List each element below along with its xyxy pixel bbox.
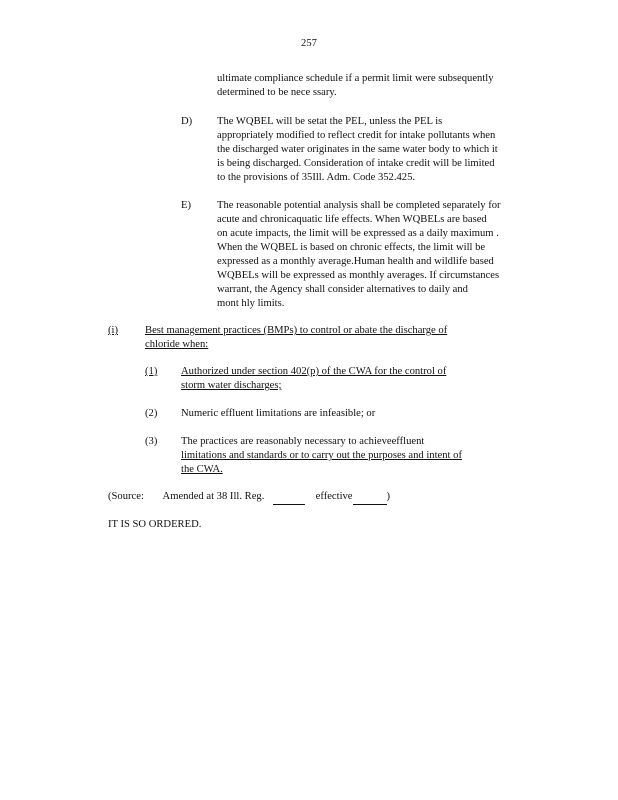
text-line: appropriately modified to reflect credit for intake pollutants when xyxy=(217,130,496,141)
subitem-3-label: (3) xyxy=(145,436,158,447)
text-line: Authorized under section 402(p) of the CWA for the control of xyxy=(181,366,447,377)
text-line: The practices are reasonably necessary to achieveeffluent xyxy=(181,436,425,447)
subitem-3-paragraph xyxy=(181,435,501,477)
text-line: The WQBEL will be setat the PEL, unless the PEL is xyxy=(217,116,443,127)
text-line: Numeric effluent limitations are infeasible; or xyxy=(181,408,376,419)
source-effective: effective xyxy=(315,491,353,502)
text-line: determined to be nece ssary. xyxy=(217,87,337,98)
source-register-blank xyxy=(273,490,305,505)
text-line: WQBELs will be expressed as monthly averages. If circumstances xyxy=(217,270,500,281)
source-amended: Amended at 38 Ill. Reg. xyxy=(162,491,265,502)
subitem-2-paragraph xyxy=(181,407,481,421)
item-i-paragraph xyxy=(145,324,491,352)
text-line: the CWA. xyxy=(181,464,223,475)
page-number: 257 xyxy=(301,38,317,49)
subitem-1-label: (1) xyxy=(145,366,158,377)
text-line: acute and chronicaquatic life effects. When WQBELs are based xyxy=(217,214,487,225)
text-line: chloride when: xyxy=(145,339,209,350)
text-line: The reasonable potential analysis shall be completed separately for xyxy=(217,200,501,211)
text-line: on acute impacts, the limit will be expressed as a daily maximum . xyxy=(217,228,499,239)
text-line: expressed as a monthly average.Human health and wildlife based xyxy=(217,256,494,267)
text-line: the discharged water originates in the same water body to which it xyxy=(217,144,498,155)
source-effective-blank xyxy=(353,490,387,505)
text-line: storm water discharges; xyxy=(181,380,282,391)
subitem-2-label: (2) xyxy=(145,408,158,419)
source-note xyxy=(108,490,390,505)
item-e-label: E) xyxy=(181,200,191,211)
closing-statement: IT IS SO ORDERED. xyxy=(108,519,202,530)
text-line: mont hly limits. xyxy=(217,298,285,309)
source-prefix: (Source: xyxy=(108,491,144,502)
text-line: limitations and standards or to carry out the purposes and intent of xyxy=(181,450,462,461)
item-d-paragraph xyxy=(217,115,537,185)
text-line: is being discharged. Consideration of intake credit will be limited xyxy=(217,158,495,169)
item-i-label: (i) xyxy=(108,325,118,336)
source-suffix: ) xyxy=(386,491,391,502)
item-e-paragraph xyxy=(217,199,537,311)
text-line: Best management practices (BMPs) to control or abate the discharge of xyxy=(145,325,448,336)
text-line: When the WQBEL is based on chronic effects, the limit will be xyxy=(217,242,486,253)
item-d-label: D) xyxy=(181,116,193,127)
continuation-paragraph xyxy=(217,72,523,100)
text-line: ultimate compliance schedule if a permit limit were subsequently xyxy=(217,73,494,84)
text-line: warrant, the Agency shall consider alternatives to daily and xyxy=(217,284,468,295)
text-line: to the provisions of 35Ill. Adm. Code 352.425. xyxy=(217,172,416,183)
subitem-1-paragraph xyxy=(181,365,487,393)
